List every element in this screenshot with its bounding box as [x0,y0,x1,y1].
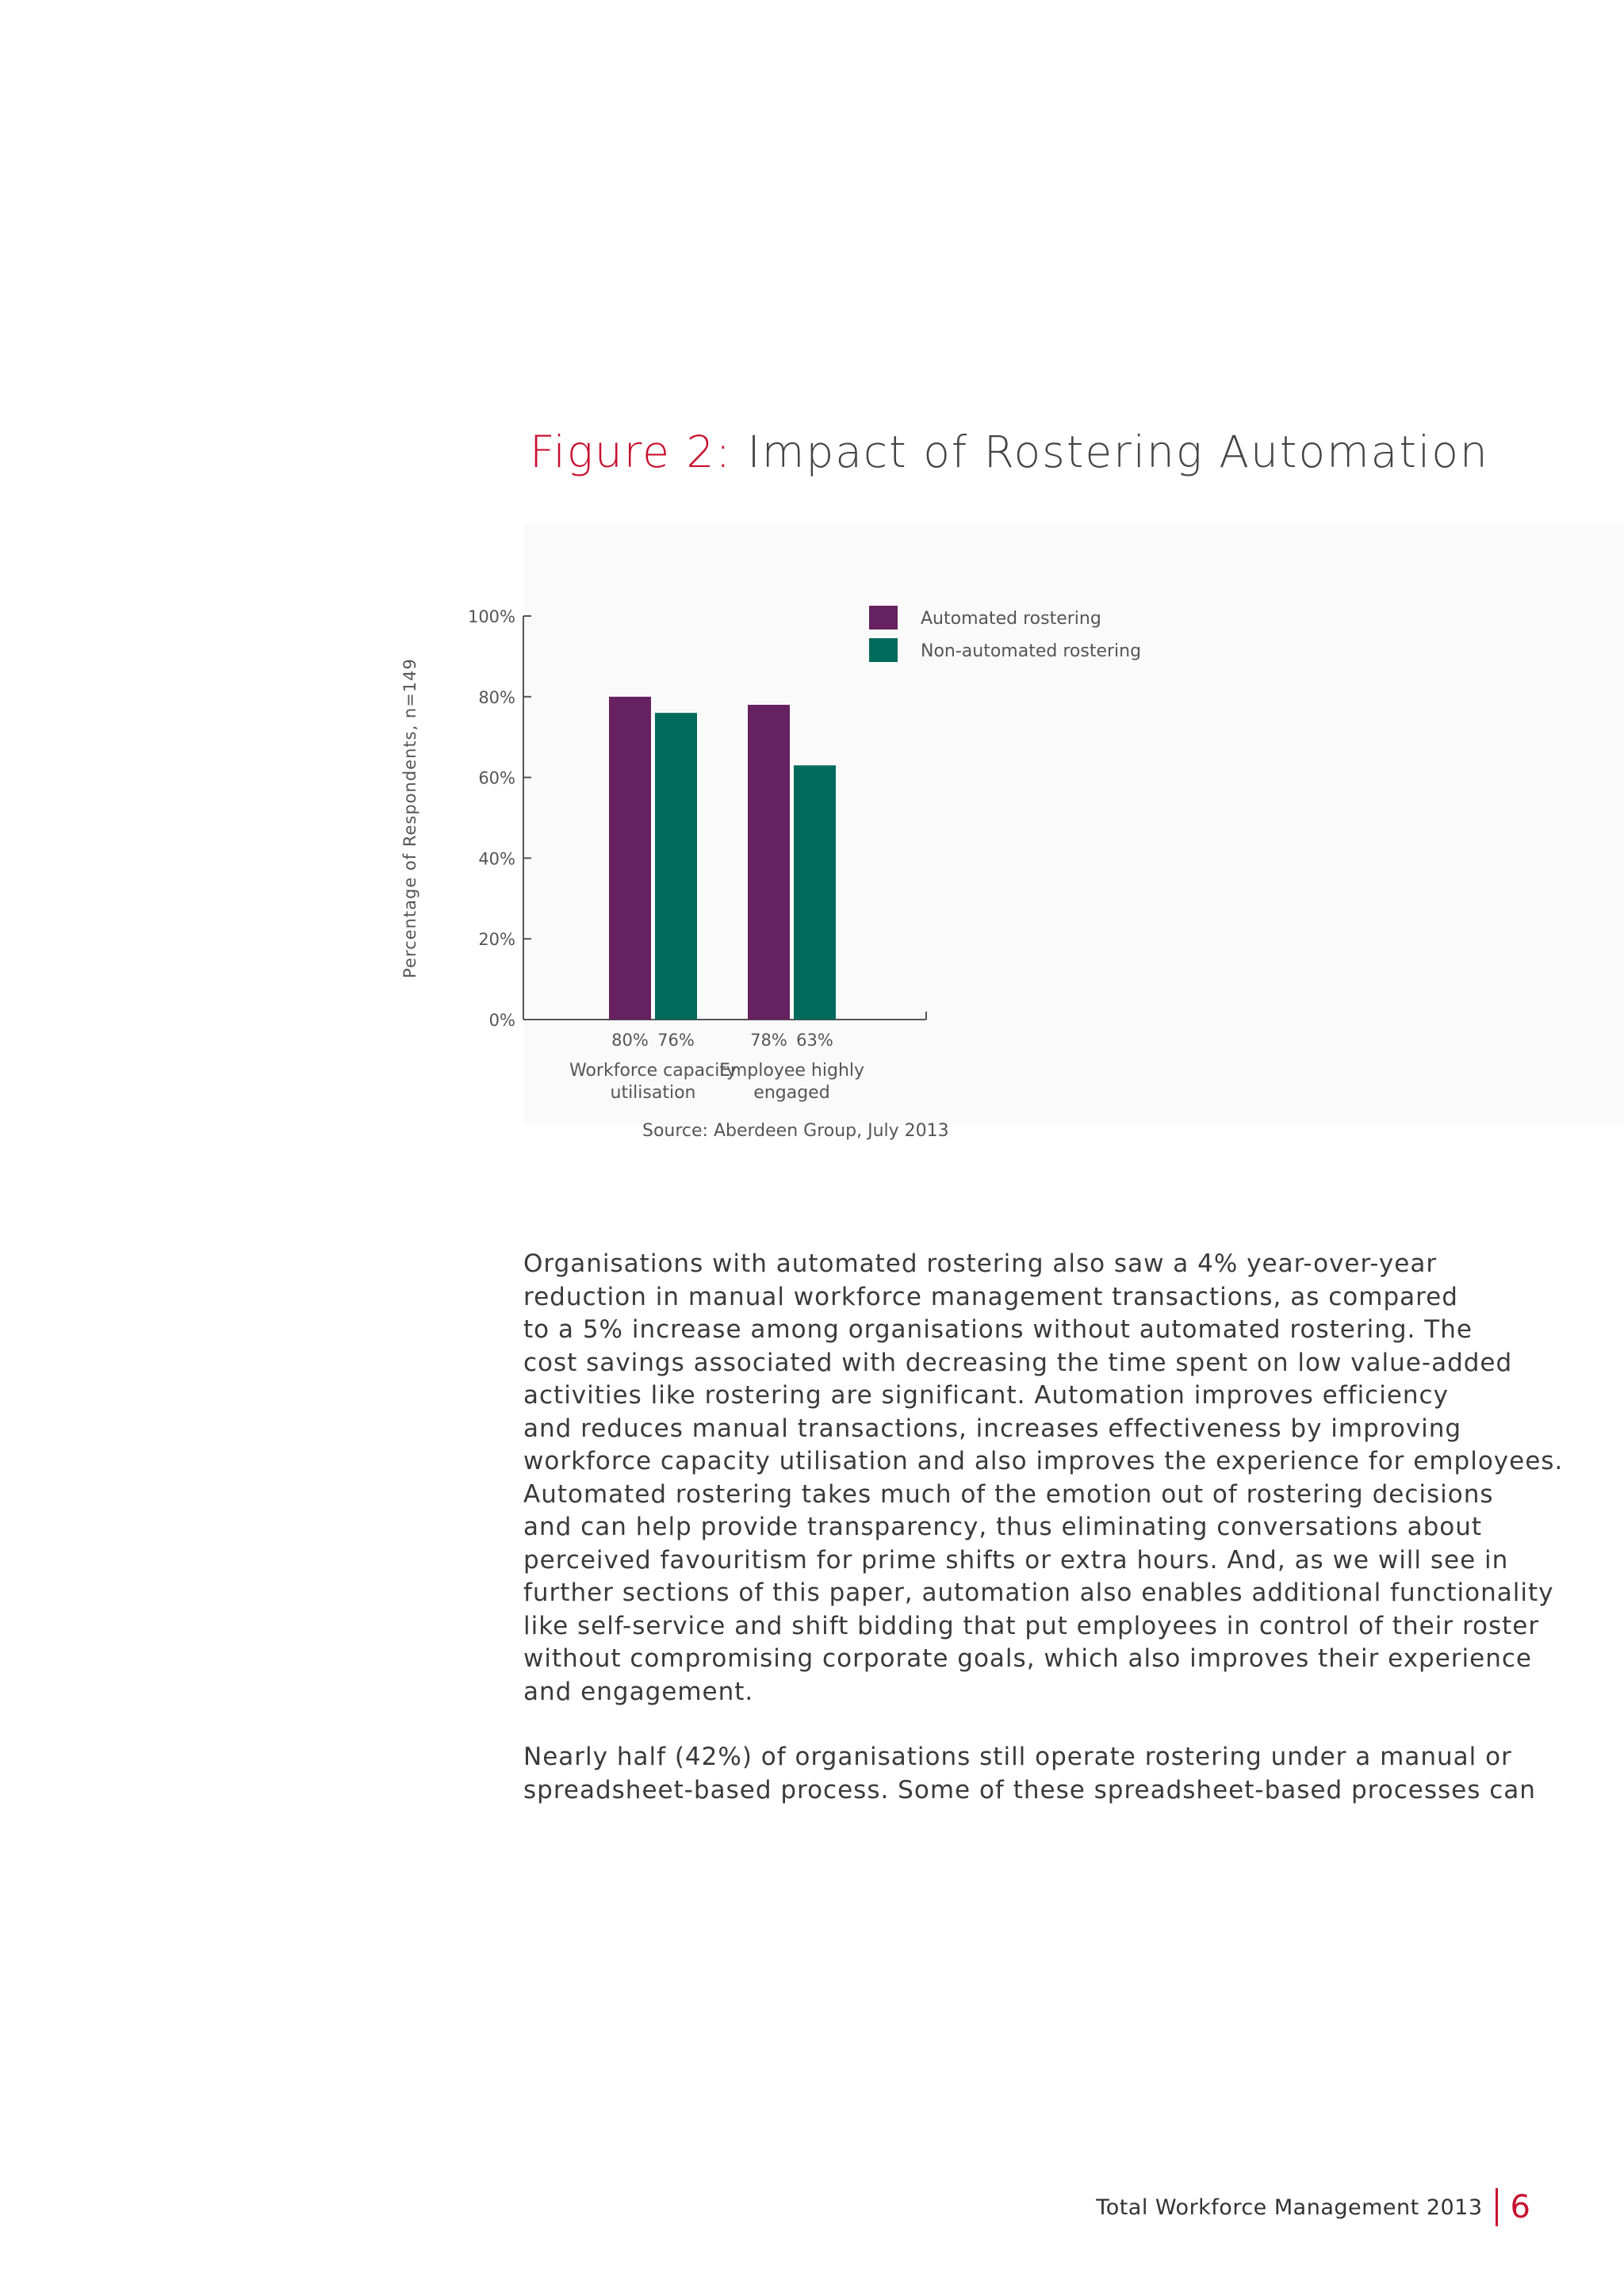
y-tick-label: 80% [478,687,515,707]
bar-value-label: 63% [796,1031,833,1050]
category-label: utilisation [610,1083,696,1103]
bar [794,765,836,1020]
y-tick-label: 0% [488,1011,515,1030]
legend-swatch [869,638,898,662]
paragraph: Organisations with automated rostering also saw a 4% year-over-year reduction in manual workforce management transactions, as compared to a 5% increase among organisations without automated rostering. The cost savings associated with decreasing the time spent on low value-added activities like rostering are significant. Automation improves efficiency and reduces manual transactions, increases effectiveness by improving workforce capacity utilisation and also improves the experience for employees. Automated rostering takes much of the emotion out of rostering decisions and can help provide transparency, thus eliminating conversations about perceived favouritism for prime shifts or extra hours. And, as we will see in further sections of this paper, automation also enables additional functionality like self-service and shift bidding that put employees in control of their roster without compromising corporate goals, which also improves their experience and engagement. [523,1249,1564,1706]
bar [748,705,790,1020]
bar-value-label: 80% [611,1031,649,1050]
category-label: Workforce capacity [569,1061,737,1081]
y-tick-label: 60% [478,768,515,788]
y-tick-label: 100% [467,607,515,626]
y-tick-label: 20% [478,930,515,950]
footer-divider [1496,2188,1498,2226]
page-number: 6 [1510,2189,1530,2225]
bar-value-label: 78% [750,1031,787,1050]
category-label: Employee highly [718,1061,865,1081]
legend-swatch [869,606,898,629]
legend-label: Non-automated rostering [921,641,1142,661]
figure-label: Figure 2: [530,427,733,477]
category-label: engaged [753,1083,830,1103]
paragraph: Nearly half (42%) of organisations still operate rostering under a manual or spreadsheet-based process. Some of these spreadsheet-based processes can [523,1743,1536,1804]
page-footer [1096,2188,1530,2226]
bar-value-label: 76% [657,1031,695,1050]
figure-title-text: Impact of Rostering Automation [747,427,1489,477]
y-tick-label: 40% [478,849,515,869]
footer-document-title: Total Workforce Management 2013 [1096,2195,1483,2220]
bar [655,713,697,1020]
bar [609,697,651,1020]
body-text [523,1248,1578,1839]
chart-source: Source: Aberdeen Group, July 2013 [642,1121,949,1141]
y-axis-title: Percentage of Respondents, n=149 [400,658,419,978]
legend-label: Automated rostering [921,609,1101,629]
